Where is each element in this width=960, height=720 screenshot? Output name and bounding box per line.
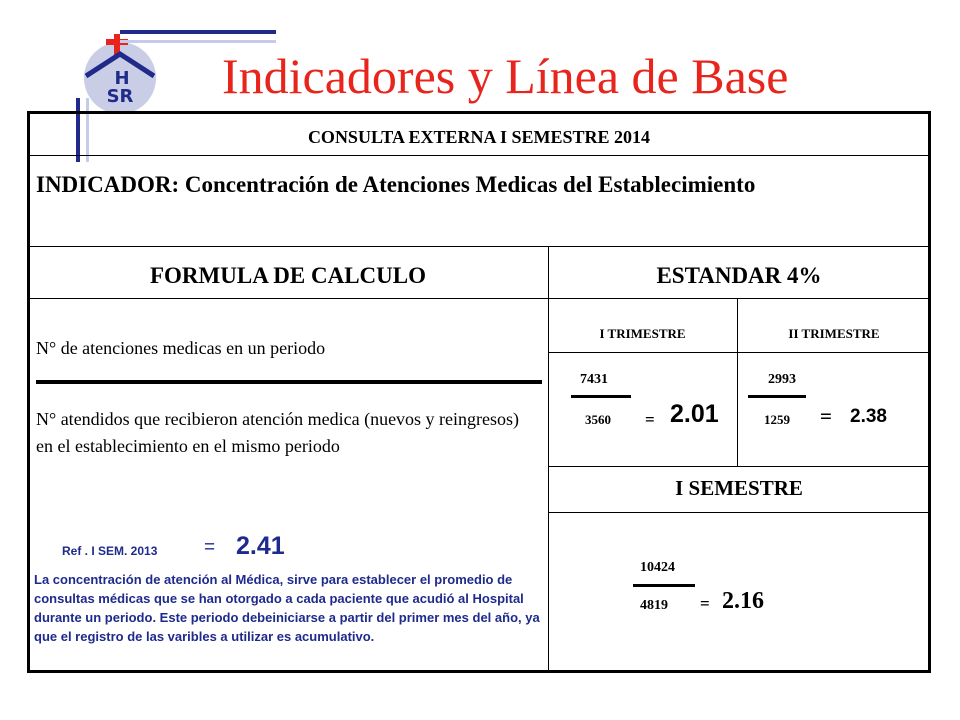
reference-equals: =	[204, 537, 216, 558]
quarter-2-numerator: 2993	[768, 372, 796, 387]
denominator-label: N° atendidos que recibieron atención medica (nuevos y reingresos) en el establecimiento en el mismo periodo	[36, 409, 520, 456]
table-border-top	[27, 111, 931, 114]
semester-denominator: 4819	[640, 598, 668, 613]
column-divider-main	[548, 246, 549, 673]
semester-top-divider	[548, 466, 930, 467]
reference-note: La concentración de atención al Médica, sirve para establecer el promedio de consultas médicas que se han otorgado a cada paciente que acudió al Hospital durante un periodo. Este periodo debeiniciarse a partir del primer mes del año, ya que el registro de las varibles a utilizar es acumulativo.	[34, 572, 540, 644]
row-divider-2	[27, 246, 931, 247]
quarter-1-fraction-bar	[571, 395, 631, 398]
formula-fraction-bar	[36, 380, 542, 384]
quarter-header-divider	[548, 352, 930, 353]
row-divider-1	[27, 155, 931, 156]
decor-line-top-dark	[120, 30, 276, 34]
quarter-1-numerator: 7431	[580, 372, 608, 387]
reference-label: Ref . I SEM. 2013	[62, 544, 158, 558]
logo-letters-sr: SR	[106, 86, 134, 107]
slide-title: Indicadores y Línea de Base	[222, 48, 789, 104]
logo-letter-h: H	[114, 68, 130, 89]
quarter-1-label: I TRIMESTRE	[599, 326, 686, 341]
quarter-1-result: 2.01	[670, 400, 719, 428]
semester-header-divider	[548, 512, 930, 513]
table-border-right	[928, 111, 931, 673]
indicator-name: INDICADOR: Concentración de Atenciones Medicas del Establecimiento	[36, 172, 756, 197]
quarter-1-denominator: 3560	[585, 412, 611, 427]
semester-equals: =	[700, 594, 710, 613]
quarter-2-label: II TRIMESTRE	[788, 326, 880, 341]
numerator-label: N° de atenciones medicas en un periodo	[36, 338, 326, 358]
semester-fraction-bar	[633, 584, 695, 587]
semester-result: 2.16	[722, 588, 764, 614]
semester-label: I SEMESTRE	[675, 476, 803, 500]
quarter-2-result: 2.38	[850, 406, 887, 427]
quarter-2-fraction-bar	[748, 395, 806, 398]
standard-header: ESTANDAR 4%	[656, 263, 822, 288]
quarter-1-equals: =	[645, 410, 655, 429]
hospital-logo	[78, 30, 168, 120]
reference-value: 2.41	[236, 532, 285, 560]
table-border-left	[27, 111, 30, 673]
quarter-2-equals: =	[820, 404, 832, 428]
row-divider-3	[27, 298, 931, 299]
quarter-2-denominator: 1259	[764, 412, 790, 427]
semester-numerator: 10424	[640, 560, 675, 575]
table-caption: CONSULTA EXTERNA I SEMESTRE 2014	[307, 127, 651, 147]
formula-header: FORMULA DE CALCULO	[149, 263, 426, 288]
column-divider-quarters	[737, 298, 738, 466]
table-border-bottom	[27, 670, 931, 673]
